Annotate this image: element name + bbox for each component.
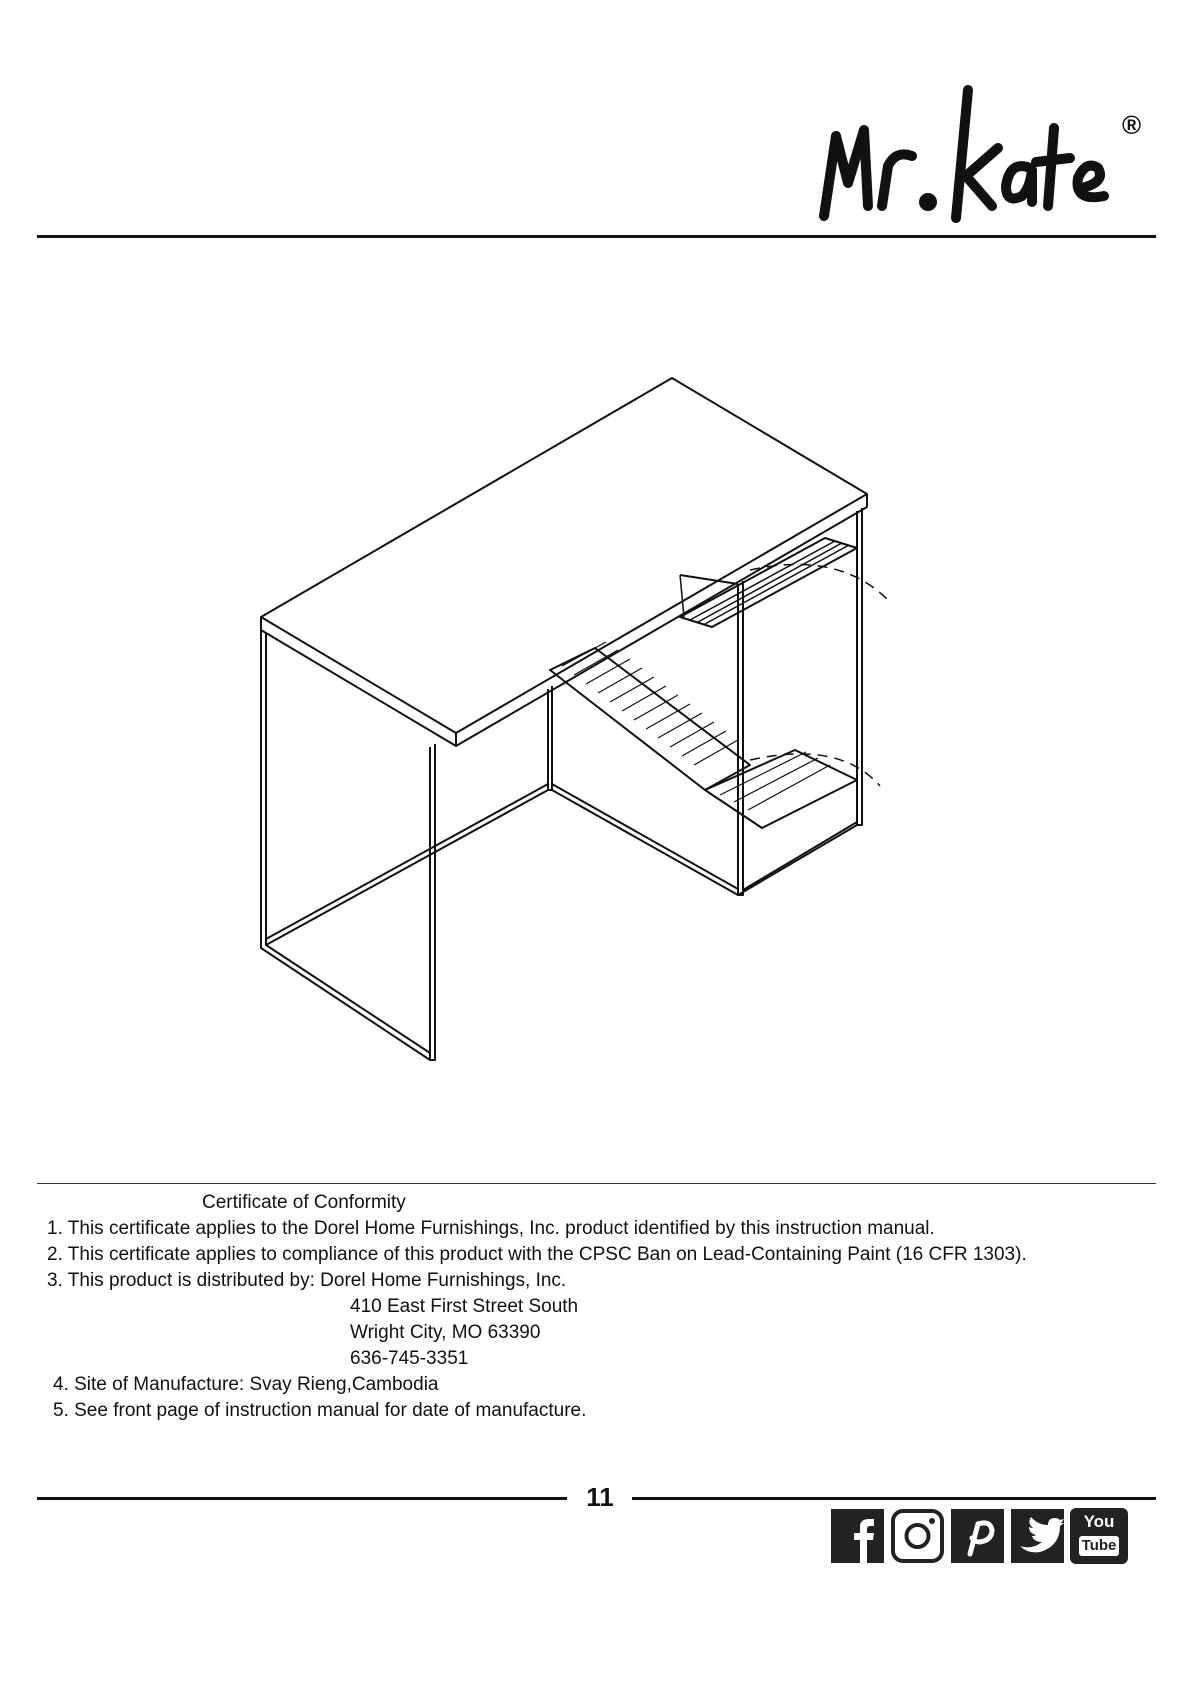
youtube-you-label: You xyxy=(1083,1512,1115,1531)
desk-illustration xyxy=(250,370,970,1070)
footer-rule-right xyxy=(632,1497,1156,1500)
certificate-item-2: 2. This certificate applies to compliance of this product with the CPSC Ban on Lead-Containing Paint (16 CFR 1303). xyxy=(47,1244,1027,1265)
youtube-tube-label: Tube xyxy=(1079,1536,1119,1556)
youtube-icon[interactable] xyxy=(1070,1508,1128,1564)
address-city: Wright City, MO 63390 xyxy=(350,1322,541,1343)
certificate-title: Certificate of Conformity xyxy=(202,1192,406,1213)
page-number: 11 xyxy=(586,1482,614,1512)
pinterest-icon[interactable] xyxy=(950,1508,1005,1564)
address-phone: 636-745-3351 xyxy=(350,1348,469,1369)
header-rule xyxy=(37,235,1156,238)
twitter-icon[interactable] xyxy=(1010,1508,1065,1564)
certificate-item-3: 3. This product is distributed by: Dorel Home Furnishings, Inc. xyxy=(47,1270,567,1291)
instagram-icon[interactable] xyxy=(890,1508,945,1564)
section-rule xyxy=(37,1183,1156,1184)
facebook-icon[interactable] xyxy=(830,1508,885,1564)
registered-mark: ® xyxy=(1122,110,1142,140)
footer-rule-left xyxy=(37,1497,567,1500)
certificate-item-4: 4. Site of Manufacture: Svay Rieng,Cambodia xyxy=(53,1374,439,1395)
brand-logo xyxy=(816,78,1146,228)
certificate-item-5: 5. See front page of instruction manual for date of manufacture. xyxy=(53,1400,587,1421)
certificate-item-1: 1. This certificate applies to the Dorel Home Furnishings, Inc. product identified by this instruction manual. xyxy=(47,1218,935,1239)
address-street: 410 East First Street South xyxy=(350,1296,579,1317)
